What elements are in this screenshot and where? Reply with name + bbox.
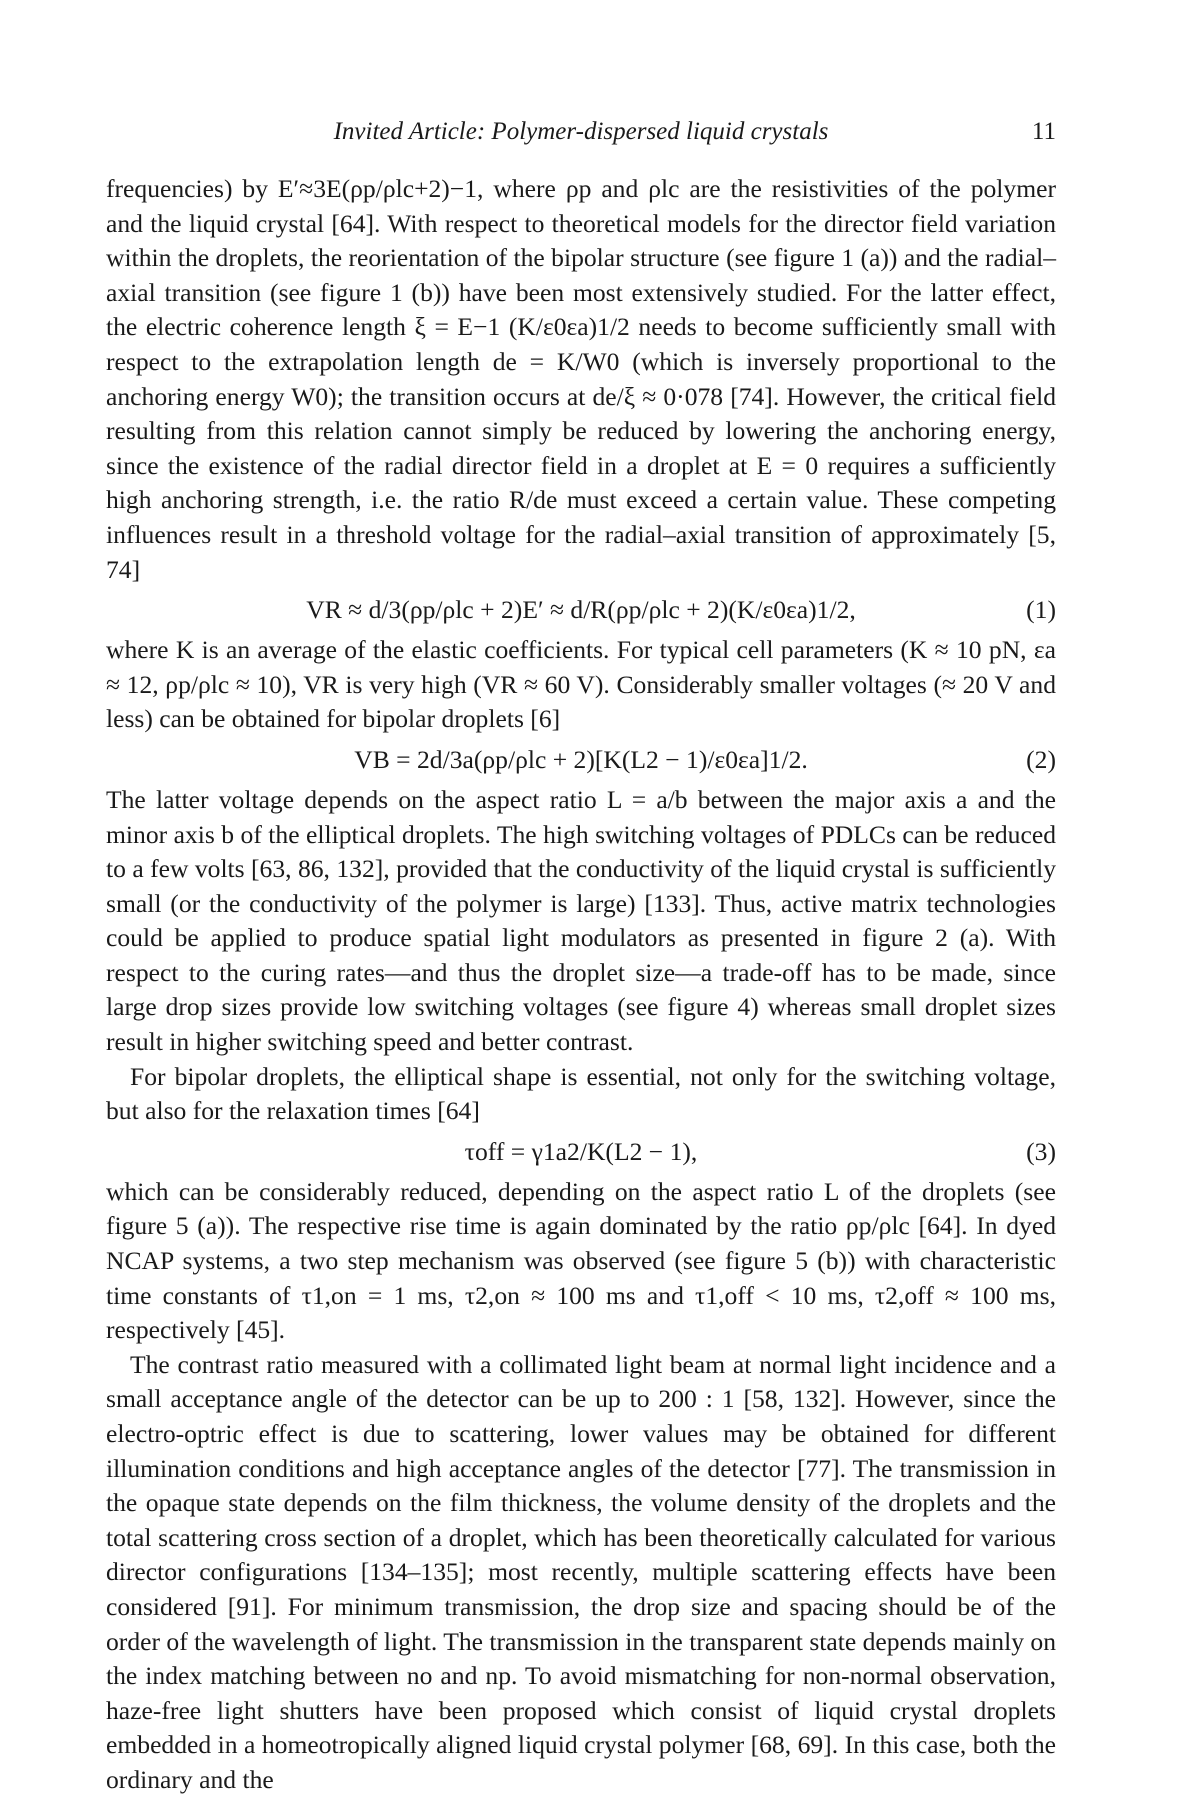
- equation-text: VB = 2d/3a(ρp/ρlc + 2)[K(L2 − 1)/ε0εa]1/2.: [354, 744, 808, 774]
- article-body: [106, 172, 1056, 1798]
- page-number: 11: [1031, 118, 1056, 145]
- paragraph: The latter voltage depends on the aspect ratio L = a/b between the major axis a and the minor axis b of the elliptical droplets. The high switching voltages of PDLCs can be reduced to a few volts [63, 86, 132], provided that the conductivity of the liquid crystal is sufficiently small (or the conductivity of the polymer is large) [133]. Thus, active matrix technologies could be applied to produce spatial light modulators as presented in figure 2 (a). With respect to the curing rates—and thus the droplet size—a trade-off has to be made, since large drop sizes provide low switching voltages (see figure 4) whereas small droplet sizes result in higher switching speed and better contrast.: [106, 784, 1056, 1057]
- equation-2: [106, 737, 1056, 783]
- equation-number: (2): [1026, 744, 1056, 774]
- paragraph: which can be considerably reduced, depending on the aspect ratio L of the droplets (see figure 5 (a)). The respective rise time is again dominated by the ratio ρp/ρlc [64]. In dyed NCAP systems, a two step mechanism was observed (see figure 5 (b)) with characteristic time constants of τ1,on = 1 ms, τ2,on ≈ 100 ms and τ1,off < 10 ms, τ2,off ≈ 100 ms, respectively [45].: [106, 1176, 1056, 1345]
- equation-text: τoff = γ1a2/K(L2 − 1),: [464, 1136, 698, 1166]
- equation-text: VR ≈ d/3(ρp/ρlc + 2)E′ ≈ d/R(ρp/ρlc + 2)(K/ε0εa)1/2,: [306, 595, 856, 625]
- paragraph: For bipolar droplets, the elliptical shape is essential, not only for the switching voltage, but also for the relaxation times [64]: [106, 1061, 1056, 1126]
- equation-3: [106, 1129, 1056, 1175]
- running-title: Invited Article: Polymer-dispersed liquid crystals: [333, 118, 829, 145]
- running-header: [106, 118, 1056, 150]
- paragraph: frequencies) by E′≈3E(ρp/ρlc+2)−1, where ρp and ρlc are the resistivities of the polymer and the liquid crystal [64]. With respect to theoretical models for the director field variation within the droplets, the reorientation of the bipolar structure (see figure 1 (a)) and the radial–axial transition (see figure 1 (b)) have been most extensively studied. For the latter effect, the electric coherence length ξ = E−1 (K/ε0εa)1/2 needs to become sufficiently small with respect to the extrapolation length de = K/W0 (which is inversely proportional to the anchoring energy W0); the transition occurs at de/ξ ≈ 0·078 [74]. However, the critical field resulting from this relation cannot simply be reduced by lowering the anchoring energy, since the existence of the radial director field in a droplet at E = 0 requires a sufficiently high anchoring strength, i.e. the ratio R/de must exceed a certain value. These competing influences result in a threshold voltage for the radial–axial transition of approximately [5, 74]: [106, 174, 1056, 584]
- equation-number: (1): [1026, 595, 1056, 625]
- paragraph: where K is an average of the elastic coefficients. For typical cell parameters (K ≈ 10 pN, εa ≈ 12, ρp/ρlc ≈ 10), VR is very high (VR ≈ 60 V). Considerably smaller voltages (≈ 20 V and less) can be obtained for bipolar droplets [6]: [106, 635, 1056, 734]
- equation-1: [106, 587, 1056, 633]
- equation-number: (3): [1026, 1136, 1056, 1166]
- paragraph: The contrast ratio measured with a collimated light beam at normal light incidence and a small acceptance angle of the detector can be up to 200 : 1 [58, 132]. However, since the electro-optric effect is due to scattering, lower values may be obtained for different illumination conditions and high acceptance angles of the detector [77]. The transmission in the opaque state depends on the film thickness, the volume density of the droplets and the total scattering cross section of a droplet, which has been theoretically calculated for various director configurations [134–135]; most recently, multiple scattering effects have been considered [91]. For minimum transmission, the drop size and spacing should be of the order of the wavelength of light. The transmission in the transparent state depends mainly on the index matching between no and np. To avoid mismatching for non-normal observation, haze-free light shutters have been proposed which consist of liquid crystal droplets embedded in a homeotropically aligned liquid crystal polymer [68, 69]. In this case, both the ordinary and the: [106, 1349, 1056, 1794]
